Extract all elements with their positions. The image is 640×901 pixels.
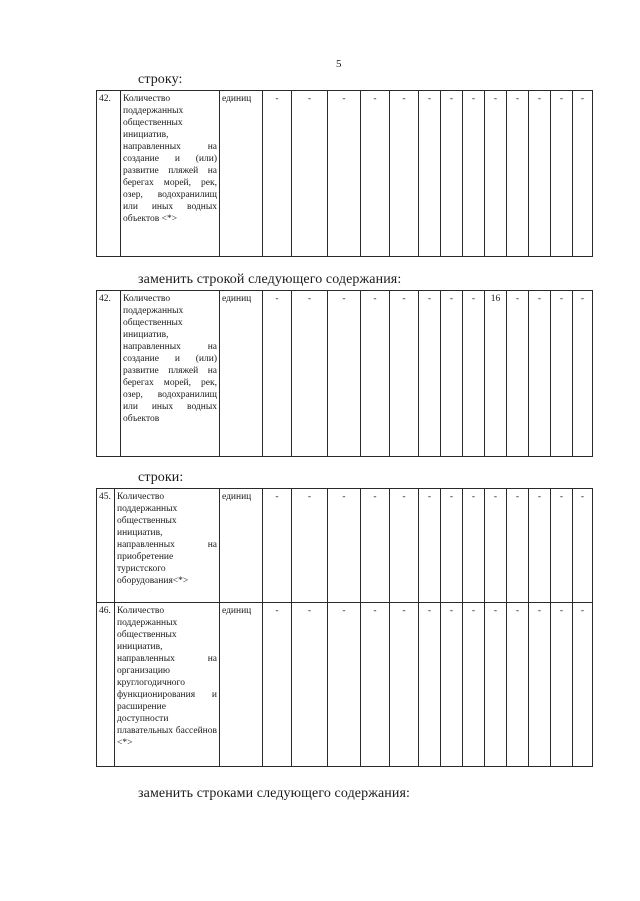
page-number: 5 — [336, 58, 342, 70]
table-row — [97, 91, 593, 257]
table-old-row-42 — [96, 90, 593, 257]
value-cell: - — [328, 489, 361, 603]
value-cell: - — [328, 291, 361, 457]
value-cell: - — [390, 489, 419, 603]
value-cell: - — [507, 603, 529, 767]
value-cell: - — [263, 291, 292, 457]
unit-cell: единиц — [220, 291, 263, 457]
value-cell: - — [292, 91, 328, 257]
value-cell: - — [573, 603, 593, 767]
table-new-row-42 — [96, 290, 593, 457]
value-cell: - — [485, 489, 507, 603]
value-cell: - — [390, 291, 419, 457]
phrase-stroki: строки: — [138, 470, 184, 485]
value-cell: - — [419, 291, 441, 457]
value-cell: - — [263, 603, 292, 767]
row-number: 45. — [97, 489, 115, 603]
value-cell: - — [441, 603, 463, 767]
value-cell: - — [292, 603, 328, 767]
value-cell: - — [328, 603, 361, 767]
value-cell: - — [551, 91, 573, 257]
phrase-stroku: строку: — [138, 72, 183, 87]
value-cell: - — [573, 489, 593, 603]
value-cell: - — [529, 91, 551, 257]
value-cell: - — [361, 91, 390, 257]
indicator-name: Количество поддержанных общественных инициатив, направленных на организацию круглогодичного функционирования и расширение доступности плавательных бассейнов <*> — [115, 603, 220, 767]
value-cell: 16 — [485, 291, 507, 457]
value-cell: - — [463, 603, 485, 767]
value-cell: - — [263, 91, 292, 257]
table-row — [97, 603, 593, 767]
row-number: 46. — [97, 603, 115, 767]
value-cell: - — [529, 603, 551, 767]
value-cell: - — [507, 91, 529, 257]
value-cell: - — [441, 91, 463, 257]
value-cell: - — [551, 603, 573, 767]
value-cell: - — [463, 91, 485, 257]
value-cell: - — [292, 291, 328, 457]
value-cell: - — [390, 603, 419, 767]
table-row — [97, 291, 593, 457]
unit-cell: единиц — [220, 603, 263, 767]
value-cell: - — [529, 291, 551, 457]
unit-cell: единиц — [220, 91, 263, 257]
indicator-name: Количество поддержанных общественных инициатив, направленных на приобретение туристского оборудования<*> — [115, 489, 220, 603]
table-old-rows-45-46 — [96, 488, 593, 767]
value-cell: - — [507, 489, 529, 603]
value-cell: - — [551, 291, 573, 457]
value-cell: - — [463, 291, 485, 457]
value-cell: - — [419, 489, 441, 603]
row-number: 42. — [97, 291, 121, 457]
unit-cell: единиц — [220, 489, 263, 603]
value-cell: - — [485, 91, 507, 257]
value-cell: - — [292, 489, 328, 603]
value-cell: - — [441, 291, 463, 457]
value-cell: - — [573, 291, 593, 457]
value-cell: - — [361, 603, 390, 767]
value-cell: - — [507, 291, 529, 457]
value-cell: - — [551, 489, 573, 603]
value-cell: - — [573, 91, 593, 257]
value-cell: - — [390, 91, 419, 257]
value-cell: - — [361, 489, 390, 603]
indicator-name: Количество поддержанных общественных инициатив, направленных на создание и (или) развитие пляжей на берегах морей, рек, озер, водохранилищ или иных водных объектов <*> — [121, 91, 220, 257]
value-cell: - — [419, 603, 441, 767]
phrase-replace-rows: заменить строками следующего содержания: — [138, 786, 411, 801]
value-cell: - — [529, 489, 551, 603]
row-number: 42. — [97, 91, 121, 257]
value-cell: - — [263, 489, 292, 603]
value-cell: - — [361, 291, 390, 457]
table-row — [97, 489, 593, 603]
value-cell: - — [463, 489, 485, 603]
value-cell: - — [419, 91, 441, 257]
indicator-name: Количество поддержанных общественных инициатив, направленных на создание и (или) развитие пляжей на берегах морей, рек, озер, водохранилищ или иных водных объектов — [121, 291, 220, 457]
value-cell: - — [441, 489, 463, 603]
value-cell: - — [485, 603, 507, 767]
value-cell: - — [328, 91, 361, 257]
phrase-replace-row: заменить строкой следующего содержания: — [138, 272, 402, 287]
